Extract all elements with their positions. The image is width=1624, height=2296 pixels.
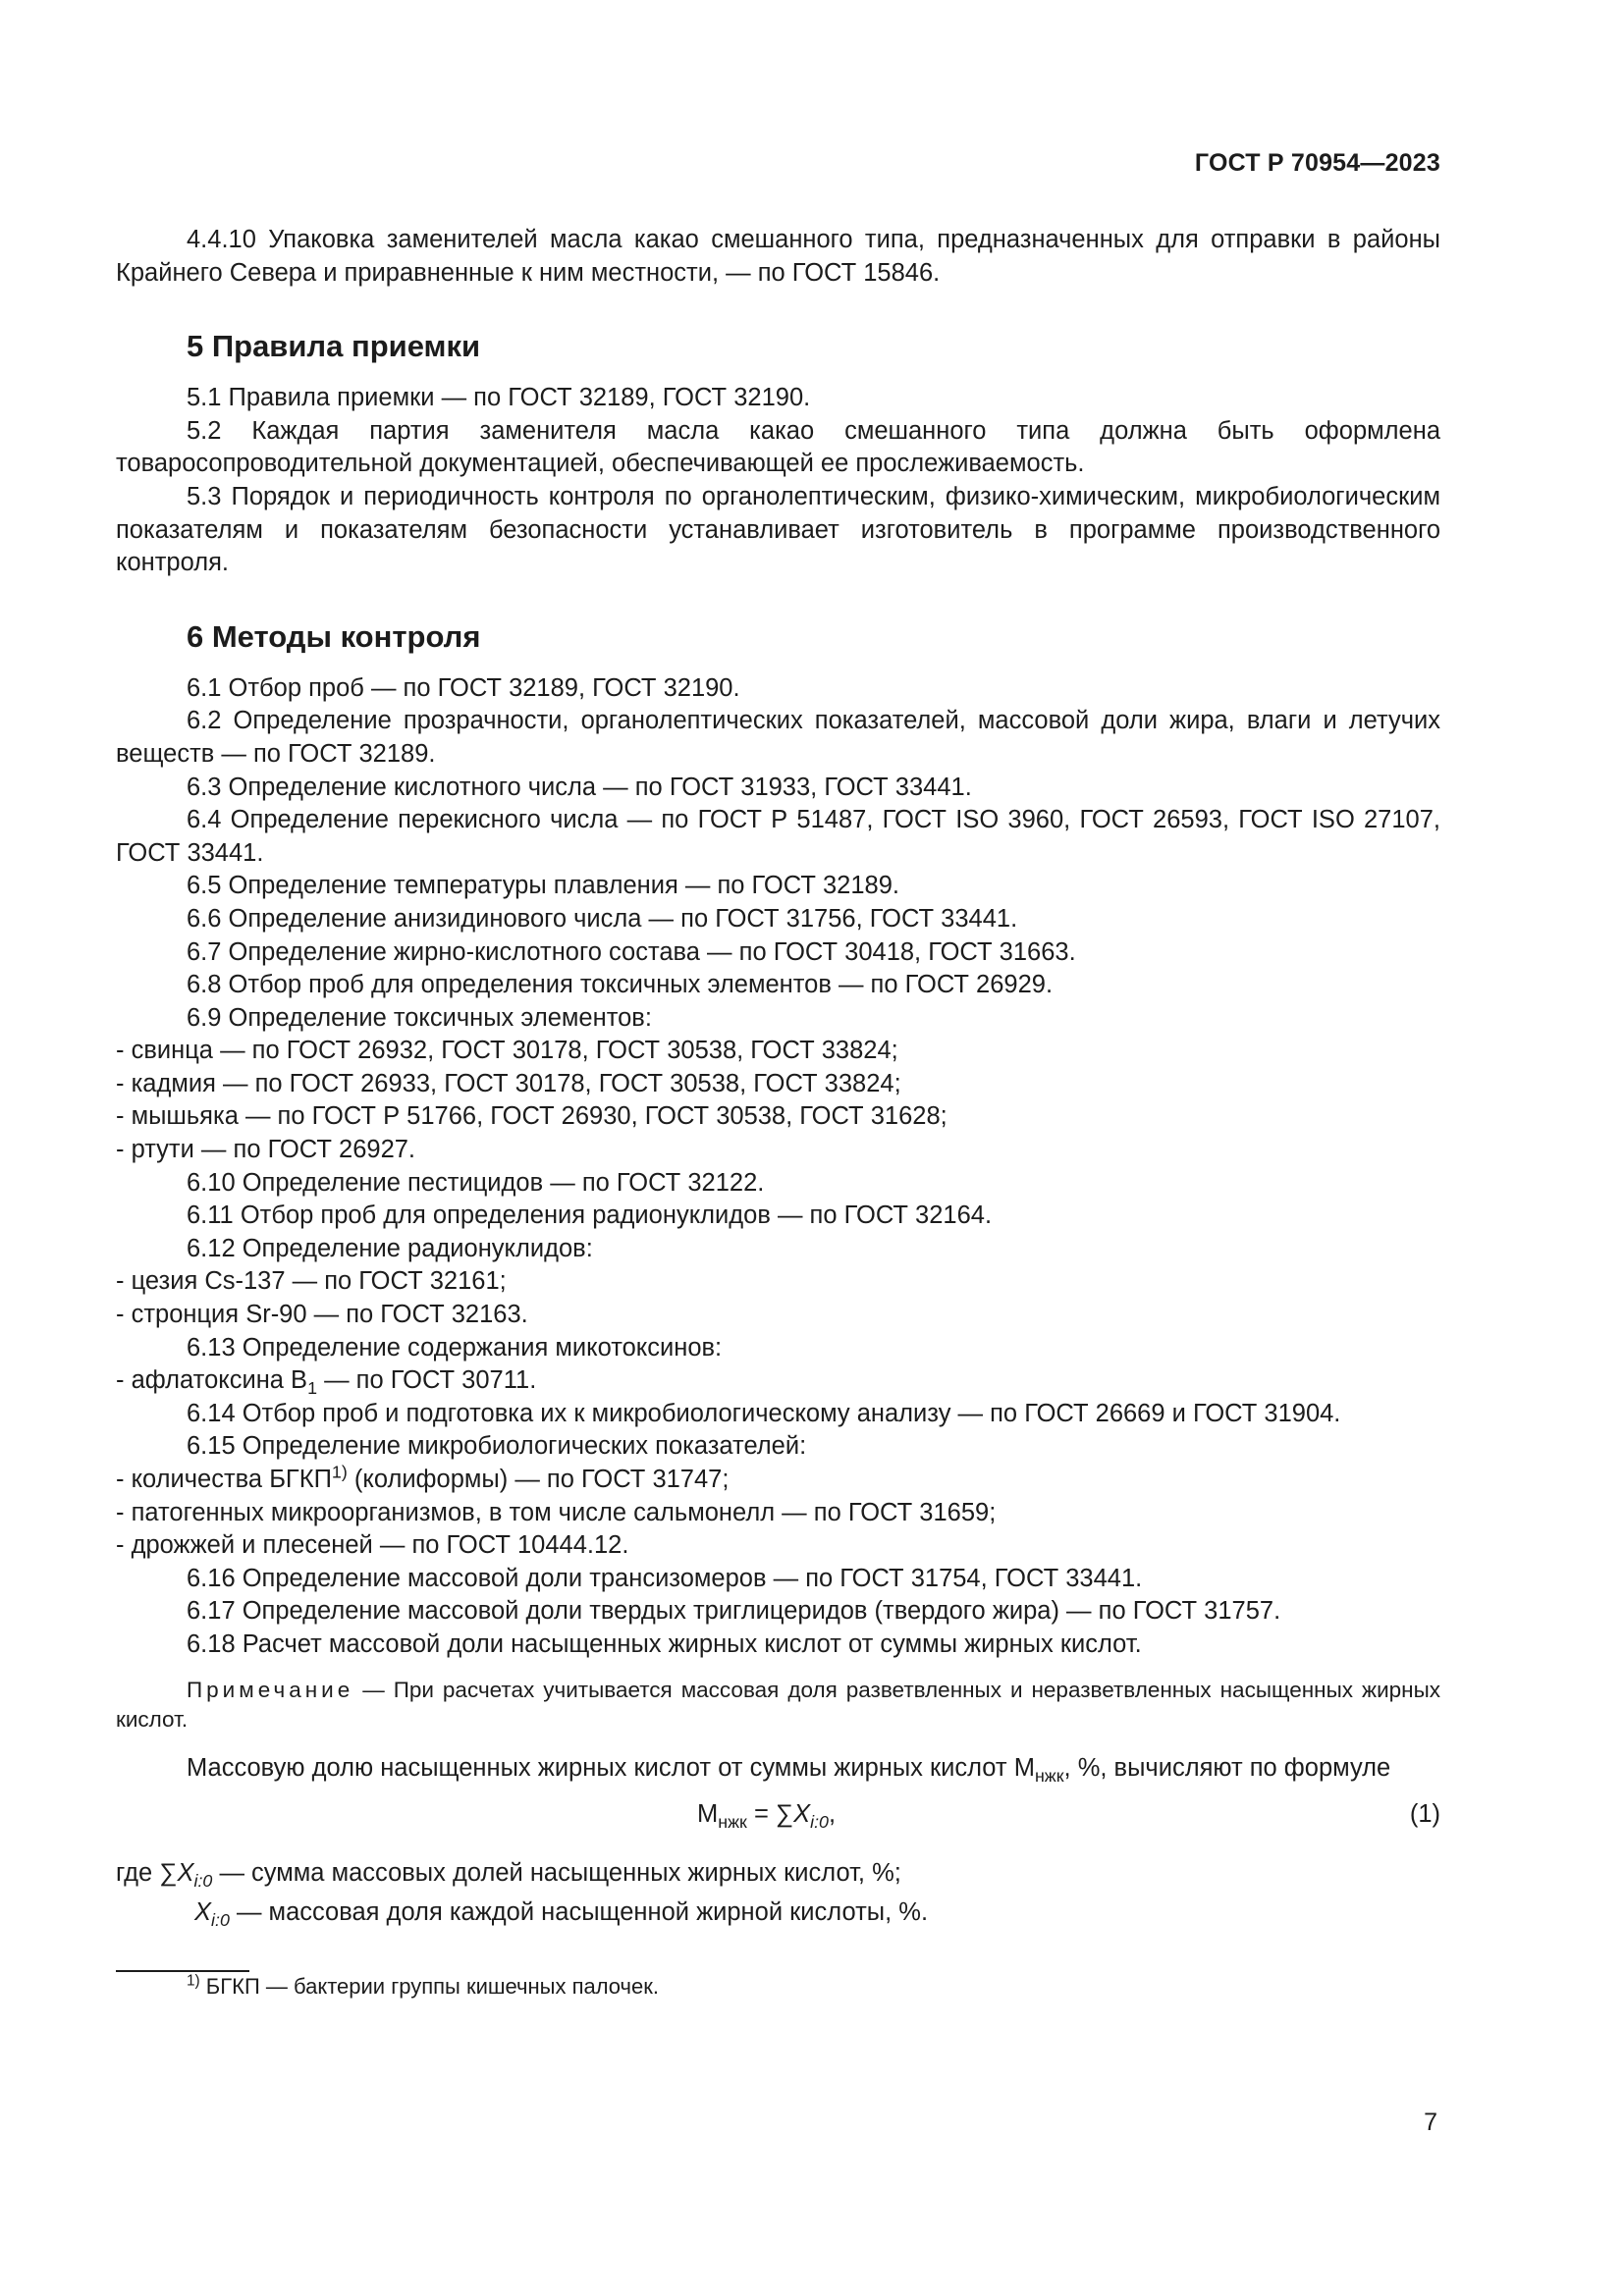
subscript: i:0 (810, 1812, 829, 1833)
list-item: - дрожжей и плесеней — по ГОСТ 10444.12. (116, 1531, 629, 1560)
paragraph-5-1: 5.1 Правила приемки — по ГОСТ 32189, ГОСТ 32190. (187, 384, 811, 412)
paragraph-6-16: 6.16 Определение массовой доли трансизомеров — по ГОСТ 31754, ГОСТ 33441. (187, 1564, 1143, 1592)
paragraph-6-9: 6.9 Определение токсичных элементов: (187, 1003, 652, 1032)
list-item: - цезия Cs-137 — по ГОСТ 32161; (116, 1267, 507, 1296)
footnote-ref[interactable]: 1) (331, 1462, 348, 1482)
formula-var: X (177, 1859, 194, 1888)
formula-eq: = ∑ (746, 1800, 794, 1829)
where-line-2 (116, 1896, 1440, 1930)
where-text: — сумма массовых долей насыщенных жирных кислот, %; (212, 1859, 901, 1888)
list-item-aflatoxin (116, 1364, 1440, 1398)
paragraph-6-1: 6.1 Отбор проб — по ГОСТ 32189, ГОСТ 32190. (187, 673, 740, 702)
paragraph-5-2: 5.2 Каждая партия заменителя масла какао смешанного типа должна быть оформлена товаросопроводительной документацией, обеспечивающей ее прослеживаемость. (116, 416, 1440, 478)
list-item-text: - афлатоксина B (116, 1366, 308, 1395)
subscript: i:0 (193, 1871, 213, 1892)
list-item-bgkp (116, 1464, 1440, 1497)
where-line-1 (116, 1857, 1440, 1891)
list-item-text: — по ГОСТ 30711. (317, 1366, 537, 1395)
paragraph-6-7: 6.7 Определение жирно-кислотного состава — по ГОСТ 30418, ГОСТ 31663. (187, 937, 1076, 966)
formula-var: X (194, 1897, 212, 1926)
formula-intro-text: Массовую долю насыщенных жирных кислот от суммы жирных кислот M (187, 1753, 1035, 1782)
paragraph-6-15: 6.15 Определение микробиологических показателей: (187, 1432, 807, 1461)
paragraph-6-8: 6.8 Отбор проб для определения токсичных элементов — по ГОСТ 26929. (187, 971, 1054, 999)
formula-1 (116, 1785, 1440, 1849)
footnote-mark: 1) (187, 1973, 200, 1991)
list-item: - патогенных микроорганизмов, в том числе сальмонелл — по ГОСТ 31659; (116, 1498, 997, 1526)
paragraph-6-10: 6.10 Определение пестицидов — по ГОСТ 32122. (187, 1168, 765, 1197)
note (116, 1676, 1440, 1735)
paragraph-6-6: 6.6 Определение анизидинового числа — по ГОСТ 31756, ГОСТ 33441. (187, 904, 1018, 933)
paragraph-6-4: 6.4 Определение перекисного числа — по ГОСТ Р 51487, ГОСТ ISO 3960, ГОСТ 26593, ГОСТ ISO 27107, ГОСТ 33441. (116, 806, 1440, 867)
paragraph-6-5: 6.5 Определение температуры плавления — по ГОСТ 32189. (187, 872, 899, 900)
list-item: - свинца — по ГОСТ 26932, ГОСТ 30178, ГОСТ 30538, ГОСТ 33824; (116, 1037, 898, 1065)
page-number: 7 (1424, 2109, 1437, 2136)
note-text: — При расчетах учитывается массовая доля разветвленных и неразветвленных насыщенных жирных кислот. (116, 1677, 1440, 1732)
subscript: i:0 (211, 1909, 230, 1930)
paragraph-6-2: 6.2 Определение прозрачности, органолептических показателей, массовой доли жира, влаги и летучих веществ — по ГОСТ 32189. (116, 707, 1440, 768)
document-body (116, 224, 1440, 2002)
where-prefix: где ∑ (116, 1859, 178, 1888)
paragraph-6-13: 6.13 Определение содержания микотоксинов: (187, 1333, 723, 1362)
formula-intro (116, 1752, 1440, 1786)
formula-intro-text: , %, вычисляют по формуле (1063, 1753, 1391, 1782)
subscript: 1 (307, 1378, 317, 1399)
formula-lhs: M (697, 1800, 719, 1829)
paragraph-6-3: 6.3 Определение кислотного числа — по ГОСТ 31933, ГОСТ 33441. (187, 773, 972, 801)
list-item-text: - количества БГКП (116, 1466, 332, 1493)
paragraph-4-4-10: 4.4.10 Упаковка заменителей масла какао смешанного типа, предназначенных для отправки в районы Крайнего Севера и приравненные к ним местности, — по ГОСТ 15846. (116, 226, 1440, 287)
paragraph-6-17: 6.17 Определение массовой доли твердых триглицеридов (твердого жира) — по ГОСТ 31757. (187, 1597, 1281, 1626)
list-item: - ртути — по ГОСТ 26927. (116, 1136, 416, 1164)
where-text: — массовая доля каждой насыщенной жирной кислоты, %. (229, 1897, 929, 1926)
list-item-text: (колиформы) — по ГОСТ 31747; (347, 1466, 730, 1493)
subscript: нжк (718, 1812, 747, 1833)
document-header: ГОСТ Р 70954—2023 (1194, 149, 1440, 177)
formula-tail: , (828, 1800, 837, 1829)
formula-var: X (793, 1800, 811, 1829)
paragraph-5-3: 5.3 Порядок и периодичность контроля по органолептическим, физико-химическим, микробиологическим показателям и показателям безопасности устанавливает изготовитель в программе производственного контроля. (116, 482, 1440, 577)
list-item: - стронция Sr-90 — по ГОСТ 32163. (116, 1301, 528, 1329)
subscript: нжк (1034, 1765, 1064, 1786)
paragraph-6-12: 6.12 Определение радионуклидов: (187, 1234, 593, 1262)
list-item: - кадмия — по ГОСТ 26933, ГОСТ 30178, ГОСТ 30538, ГОСТ 33824; (116, 1069, 901, 1097)
paragraph-6-14: 6.14 Отбор проб и подготовка их к микробиологическому анализу — по ГОСТ 26669 и ГОСТ 31904. (187, 1399, 1341, 1427)
footnote (116, 1972, 1440, 2002)
footnote-text: БГКП — бактерии группы кишечных палочек. (199, 1974, 659, 2000)
formula-number: (1) (1409, 1800, 1440, 1829)
paragraph-6-18: 6.18 Расчет массовой доли насыщенных жирных кислот от суммы жирных кислот. (187, 1629, 1142, 1658)
paragraph-6-11: 6.11 Отбор проб для определения радионуклидов — по ГОСТ 32164. (187, 1201, 993, 1230)
note-label: Примечание (187, 1677, 354, 1702)
list-item: - мышьяка — по ГОСТ Р 51766, ГОСТ 26930, ГОСТ 30538, ГОСТ 31628; (116, 1102, 947, 1131)
section-5-title: 5 Правила приемки (187, 329, 481, 364)
formula-expression (697, 1798, 836, 1832)
section-6-title: 6 Методы контроля (187, 618, 481, 654)
